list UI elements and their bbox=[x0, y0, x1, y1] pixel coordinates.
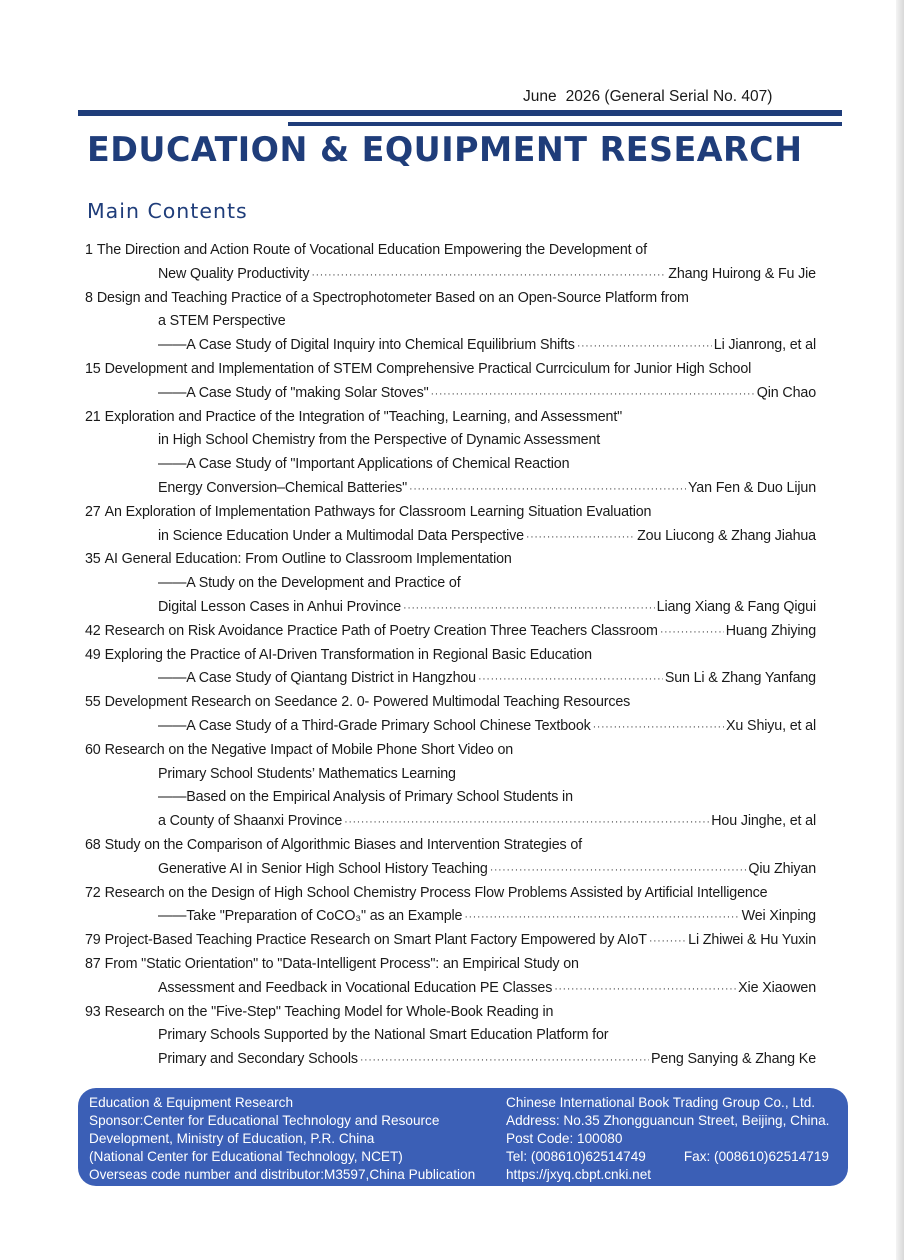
toc-title-text: Primary and Secondary Schools bbox=[158, 1051, 358, 1068]
toc-page-number: 72 bbox=[85, 884, 101, 901]
toc-title-text: ——Based on the Empirical Analysis of Primary School Students in bbox=[158, 789, 573, 806]
toc-entry[interactable] bbox=[85, 644, 816, 666]
toc-title-text: An Exploration of Implementation Pathways for Classroom Learning Situation Evaluation bbox=[104, 503, 652, 520]
toc-entry-continuation bbox=[158, 905, 816, 927]
dot-leader bbox=[344, 811, 709, 833]
dot-leader bbox=[478, 668, 663, 690]
toc-title-text: Study on the Comparison of Algorithmic Biases and Intervention Strategies of bbox=[104, 837, 582, 853]
dot-leader bbox=[554, 978, 736, 1000]
toc-entry[interactable] bbox=[85, 239, 816, 261]
toc-entry[interactable] bbox=[85, 834, 816, 856]
dot-leader bbox=[577, 335, 712, 357]
toc-authors: Hou Jinghe, et al bbox=[711, 813, 816, 830]
toc-entry-continuation bbox=[158, 382, 816, 404]
toc-page-number: 60 bbox=[85, 741, 101, 758]
toc-title-text: in Science Education Under a Multimodal Data Perspective bbox=[158, 527, 524, 544]
dot-leader bbox=[593, 716, 724, 738]
toc-title-text: Digital Lesson Cases in Anhui Province bbox=[158, 599, 402, 615]
toc-title-text: a County of Shaanxi Province bbox=[158, 813, 343, 830]
toc-page-number: 8 bbox=[85, 289, 93, 306]
journal-url[interactable]: https://jxyq.cbpt.cnki.net bbox=[506, 1167, 652, 1182]
toc-authors: Qin Chao bbox=[756, 384, 816, 401]
toc-entry[interactable] bbox=[85, 406, 816, 428]
toc-title-text: ——A Case Study of a Third-Grade Primary School Chinese Textbook bbox=[158, 718, 591, 734]
toc-page-number: 93 bbox=[85, 1003, 101, 1020]
toc-authors: Sun Li & Zhang Yanfang bbox=[664, 670, 816, 687]
toc-entry-continuation bbox=[158, 263, 816, 285]
journal-title: EDUCATION & EQUIPMENT RESEARCH bbox=[87, 130, 803, 170]
header-rule-bottom bbox=[288, 122, 842, 126]
toc-authors: Liang Xiang & Fang Qigui bbox=[656, 599, 816, 615]
toc-title-text: Exploration and Practice of the Integration of "Teaching, Learning, and Assessment" bbox=[104, 408, 623, 425]
toc-entry-continuation bbox=[158, 667, 816, 689]
footer-phone-line bbox=[506, 1148, 829, 1166]
toc-entry[interactable] bbox=[85, 501, 816, 523]
footer-tel: Tel: (008610)62514749 bbox=[506, 1149, 646, 1164]
toc-title-text: ——A Study on the Development and Practice of bbox=[158, 575, 461, 592]
toc-title-text: Research on the Negative Impact of Mobile Phone Short Video on bbox=[104, 741, 514, 758]
toc-entry-continuation bbox=[158, 453, 816, 475]
toc-page-number: 68 bbox=[85, 837, 101, 853]
toc-entry-continuation bbox=[158, 810, 816, 832]
dot-leader bbox=[360, 1049, 649, 1071]
toc-authors: Huang Zhiying bbox=[725, 622, 816, 639]
toc-entry-continuation bbox=[158, 858, 816, 880]
footer-line: Post Code: 100080 bbox=[506, 1131, 623, 1146]
dot-leader bbox=[431, 383, 755, 405]
toc-entry-continuation bbox=[158, 1024, 816, 1046]
toc-title-text: a STEM Perspective bbox=[158, 313, 286, 330]
toc-entry-continuation bbox=[158, 334, 816, 356]
toc-authors: Zou Liucong & Zhang Jiahua bbox=[637, 527, 816, 544]
footer-line: Sponsor:Center for Educational Technology and Resource bbox=[89, 1113, 440, 1128]
toc-page-number: 55 bbox=[85, 694, 101, 711]
toc-title-text: ——A Case Study of Qiantang District in Hangzhou bbox=[158, 670, 476, 687]
toc-entry[interactable] bbox=[85, 287, 816, 309]
toc-page-number: 87 bbox=[85, 956, 101, 972]
toc-authors: Li Zhiwei & Hu Yuxin bbox=[688, 932, 816, 949]
toc-authors: Li Jianrong, et al bbox=[713, 337, 816, 354]
toc-title-text: Development Research on Seedance 2. 0- Powered Multimodal Teaching Resources bbox=[104, 694, 631, 711]
toc-entry-continuation bbox=[158, 525, 816, 547]
toc-page-number: 42 bbox=[85, 622, 101, 639]
footer-line: Address: No.35 Zhongguancun Street, Beijing, China. bbox=[506, 1113, 830, 1128]
dot-leader bbox=[649, 930, 686, 952]
toc-title-text: ——A Case Study of "Important Applications of Chemical Reaction bbox=[158, 456, 570, 473]
toc-entry[interactable] bbox=[85, 1001, 816, 1023]
toc-title-text: Primary Schools Supported by the National Smart Education Platform for bbox=[158, 1027, 609, 1044]
toc-entry[interactable] bbox=[85, 620, 816, 642]
dot-leader bbox=[526, 526, 635, 548]
footer-line: Development, Ministry of Education, P.R. China bbox=[89, 1131, 375, 1146]
toc-title-text: ——A Case Study of Digital Inquiry into Chemical Equilibrium Shifts bbox=[158, 337, 575, 354]
toc-entry[interactable] bbox=[85, 739, 816, 761]
sponsor-info bbox=[89, 1094, 475, 1184]
toc-authors: Qiu Zhiyan bbox=[748, 860, 816, 877]
toc-entry-continuation bbox=[158, 429, 816, 451]
dot-leader bbox=[403, 597, 655, 619]
dot-leader bbox=[311, 264, 666, 286]
toc-page-number: 35 bbox=[85, 551, 101, 568]
toc-entry-continuation bbox=[158, 977, 816, 999]
toc-authors: Xu Shiyu, et al bbox=[726, 718, 816, 734]
toc-entry[interactable] bbox=[85, 929, 816, 951]
toc-title-text: Project-Based Teaching Practice Research on Smart Plant Factory Empowered by AIoT bbox=[104, 932, 647, 949]
footer-line: Overseas code number and distributor:M3597,China Publication bbox=[89, 1167, 476, 1182]
dot-leader bbox=[464, 906, 739, 928]
toc-title-text: ——A Case Study of "making Solar Stoves" bbox=[158, 384, 429, 401]
toc-title-text: Development and Implementation of STEM Comprehensive Practical Currciculum for Junior High School bbox=[104, 361, 752, 377]
toc-title-text: AI General Education: From Outline to Classroom Implementation bbox=[104, 551, 512, 568]
toc-entry[interactable] bbox=[85, 691, 816, 713]
footer-fax: Fax: (008610)62514719 bbox=[683, 1149, 829, 1164]
dot-leader bbox=[490, 859, 747, 881]
toc-authors: Yan Fen & Duo Lijun bbox=[687, 480, 816, 496]
toc-entry-continuation bbox=[158, 763, 816, 785]
toc-page-number: 79 bbox=[85, 932, 101, 949]
toc-page-number: 49 bbox=[85, 646, 101, 663]
toc-title-text: Design and Teaching Practice of a Spectrophotometer Based on an Open-Source Platform from bbox=[96, 289, 689, 306]
toc-title-text: Research on the "Five-Step" Teaching Model for Whole-Book Reading in bbox=[104, 1003, 554, 1020]
toc-entry[interactable] bbox=[85, 882, 816, 904]
footer-line: (National Center for Educational Technology, NCET) bbox=[89, 1149, 403, 1164]
toc-title-text: ——Take "Preparation of CoCO₃" as an Example bbox=[158, 908, 463, 925]
toc-entry[interactable] bbox=[85, 953, 816, 975]
footer-line: Education & Equipment Research bbox=[89, 1095, 294, 1110]
toc-entry[interactable] bbox=[85, 548, 816, 570]
toc-page-number: 15 bbox=[85, 361, 101, 377]
toc-authors: Wei Xinping bbox=[741, 908, 816, 925]
distributor-info bbox=[506, 1094, 829, 1184]
toc-entry-continuation bbox=[158, 310, 816, 332]
toc-authors: Xie Xiaowen bbox=[738, 979, 816, 996]
toc-title-text: Research on the Design of High School Chemistry Process Flow Problems Assisted by Artificial Intelligence bbox=[104, 884, 768, 901]
toc-authors: Zhang Huirong & Fu Jie bbox=[668, 265, 816, 282]
toc-page-number: 27 bbox=[85, 503, 101, 520]
toc-authors: Peng Sanying & Zhang Ke bbox=[650, 1051, 816, 1068]
toc-page-number: 21 bbox=[85, 408, 101, 425]
toc-title-text: Generative AI in Senior High School History Teaching bbox=[158, 860, 488, 877]
toc-title-text: Energy Conversion–Chemical Batteries" bbox=[158, 480, 408, 496]
toc-title-text: Primary School Students’ Mathematics Learning bbox=[158, 765, 456, 782]
toc-entry-continuation bbox=[158, 572, 816, 594]
issue-info bbox=[523, 88, 772, 106]
toc-title-text: Assessment and Feedback in Vocational Education PE Classes bbox=[158, 979, 553, 996]
toc-entry-continuation bbox=[158, 596, 816, 618]
toc-entry-continuation bbox=[158, 715, 816, 737]
issue-number: 2026 (General Serial No. 407) bbox=[565, 88, 773, 105]
toc-title-text: Research on Risk Avoidance Practice Path of Poetry Creation Three Teachers Classroom bbox=[104, 622, 658, 639]
dot-leader bbox=[660, 621, 724, 643]
contents-heading: Main Contents bbox=[87, 199, 248, 223]
toc-title-text: From "Static Orientation" to "Data-Intelligent Process": an Empirical Study on bbox=[104, 956, 579, 972]
header-rule-top bbox=[78, 110, 842, 116]
dot-leader bbox=[409, 478, 686, 500]
toc-title-text: in High School Chemistry from the Perspective of Dynamic Assessment bbox=[158, 432, 601, 449]
toc-entry-continuation bbox=[158, 477, 816, 499]
publisher-info-box bbox=[78, 1088, 848, 1186]
issue-month: June bbox=[523, 88, 557, 105]
toc-title-text: New Quality Productivity bbox=[158, 265, 310, 282]
toc-entry-continuation bbox=[158, 1048, 816, 1070]
toc-page-number: 1 bbox=[85, 242, 93, 258]
toc-title-text: The Direction and Action Route of Vocational Education Empowering the Development of bbox=[96, 242, 647, 258]
toc-entry-continuation bbox=[158, 786, 816, 808]
footer-line: Chinese International Book Trading Group Co., Ltd. bbox=[506, 1095, 816, 1110]
toc-entry[interactable] bbox=[85, 358, 816, 380]
page-edge-shadow bbox=[896, 0, 904, 1260]
toc-title-text: Exploring the Practice of AI-Driven Transformation in Regional Basic Education bbox=[104, 646, 592, 663]
